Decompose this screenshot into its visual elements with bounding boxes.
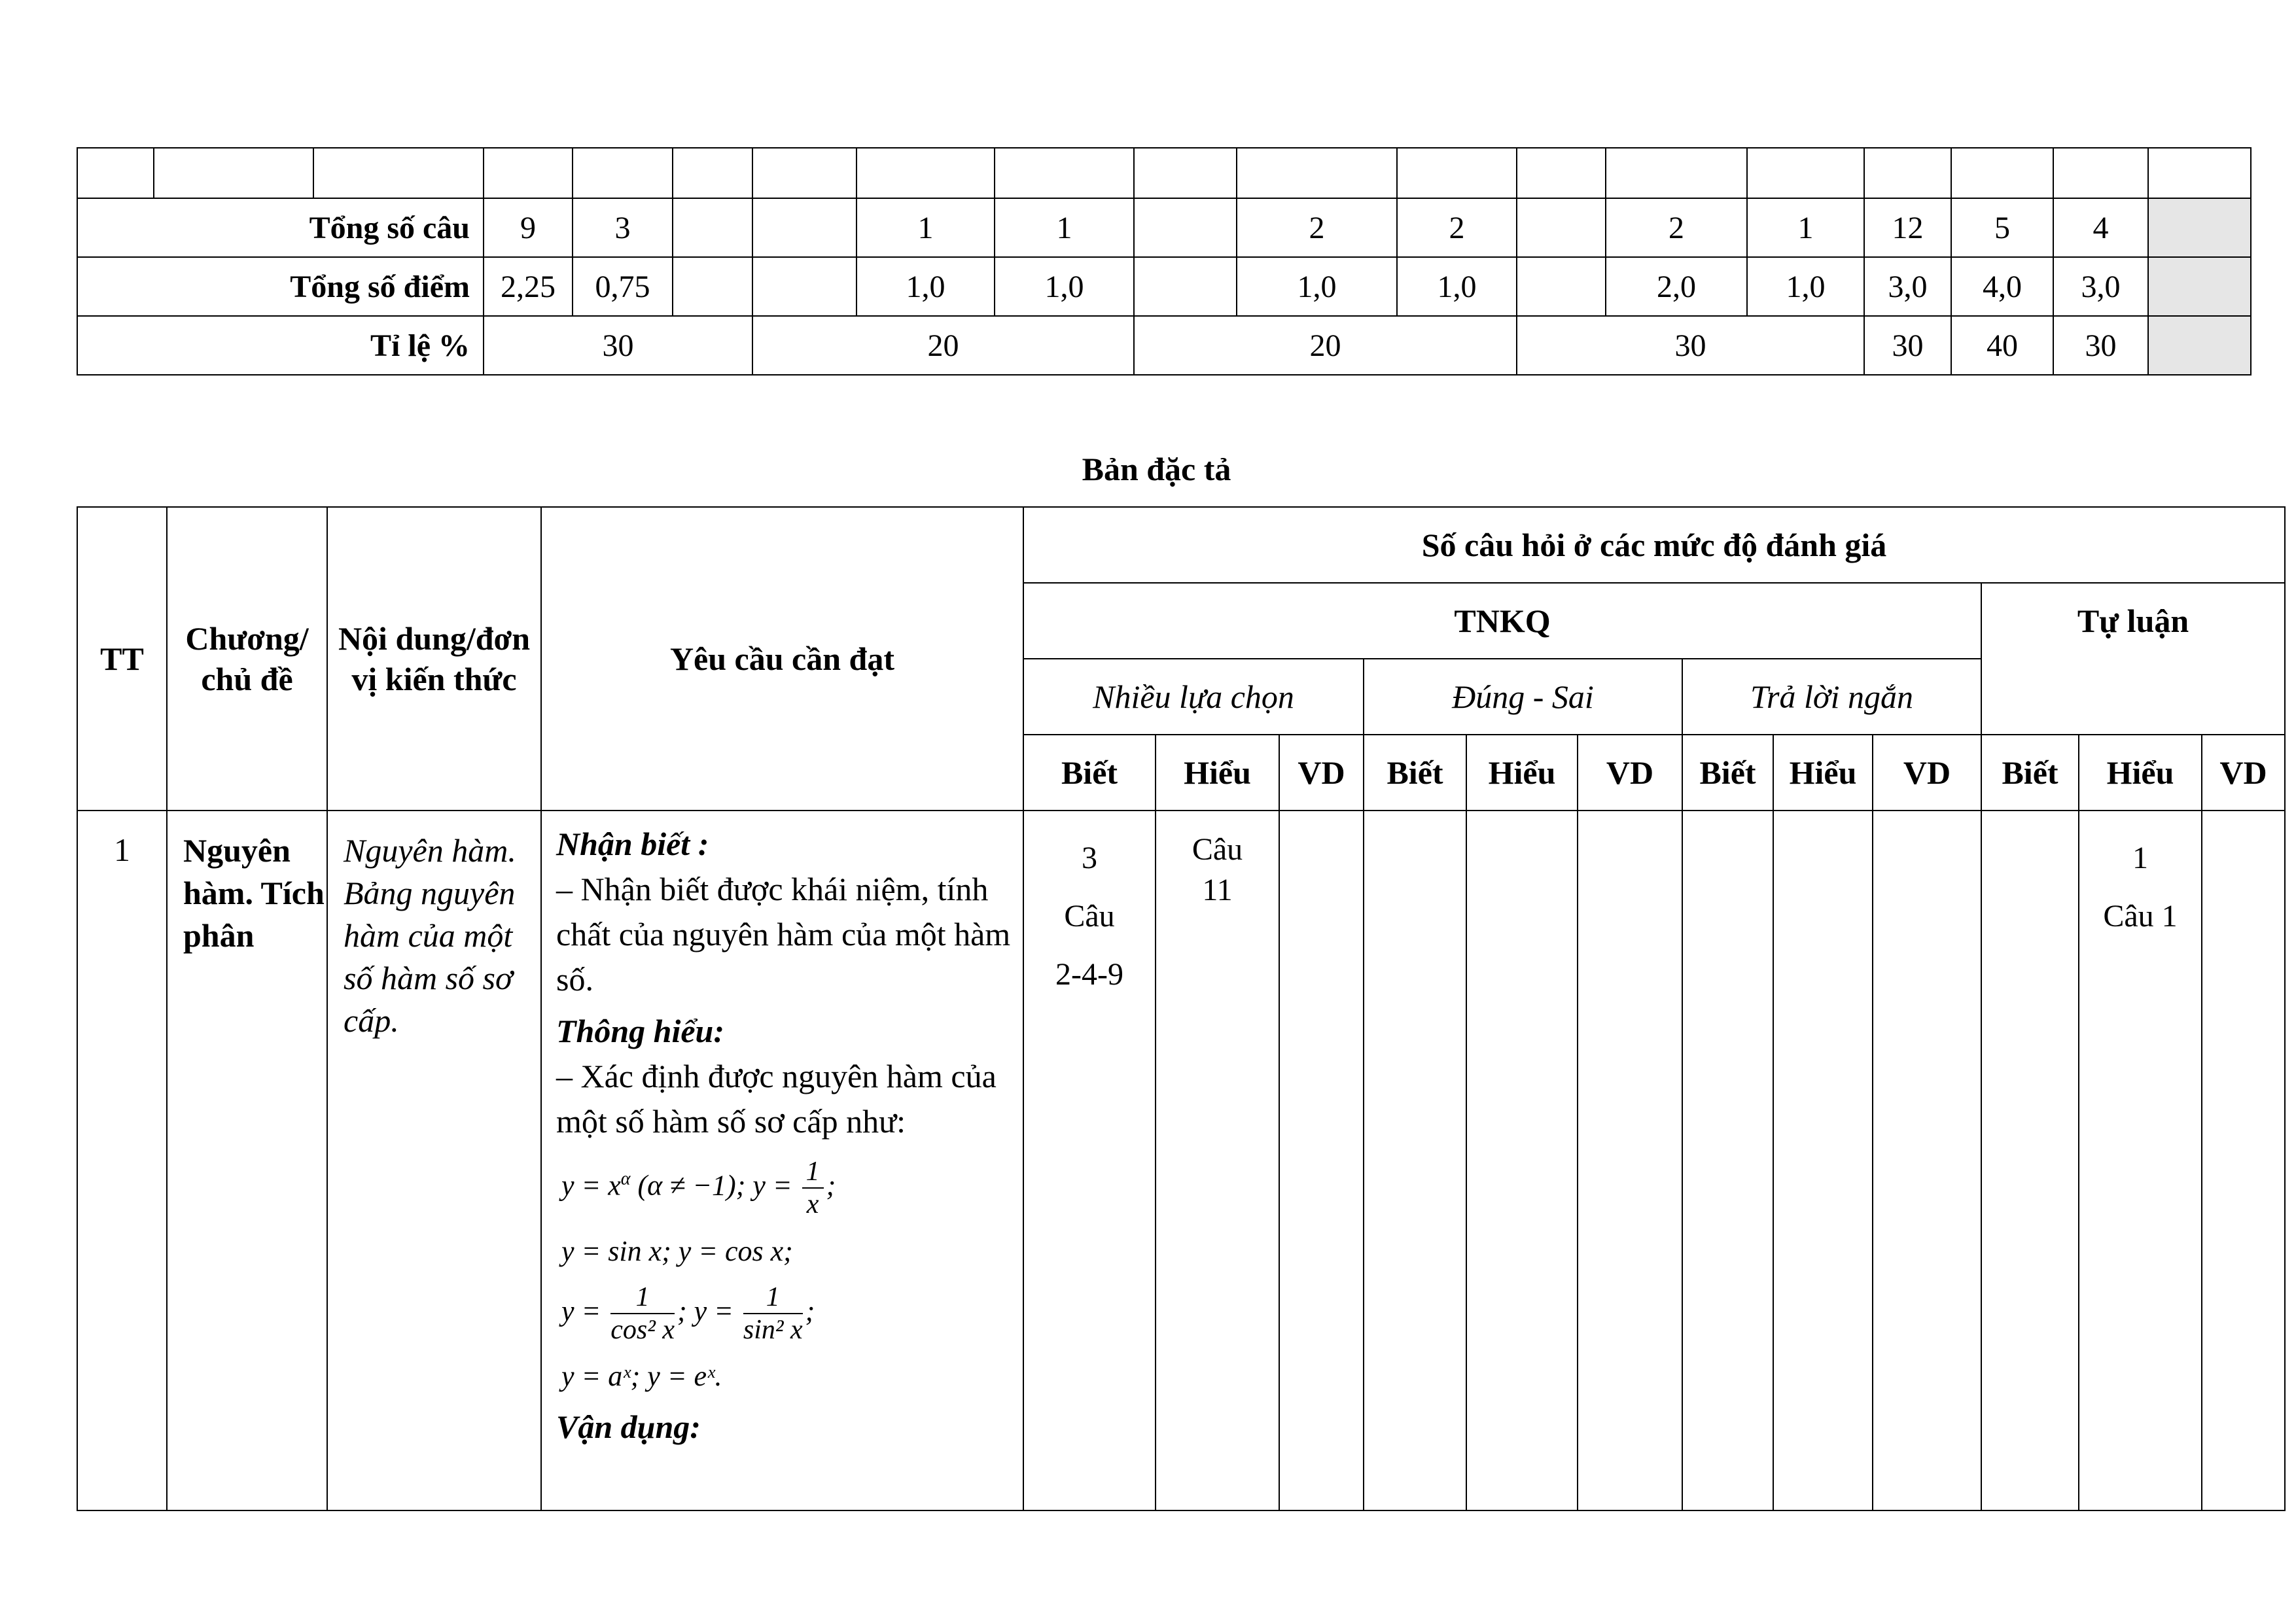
mc-know-count: 3 [1082, 841, 1097, 875]
summary-header-row [77, 148, 2251, 198]
summary-cell: 1,0 [1747, 257, 1864, 316]
level-know: Biết [1981, 735, 2079, 811]
formula-trig-b: ; y = [677, 1295, 733, 1327]
level-apply: VD [1578, 735, 1682, 811]
summary-cell: 3 [573, 198, 673, 257]
summary-cell [1134, 198, 1237, 257]
fraction-den: cos² x [610, 1315, 675, 1346]
summary-cell: 2 [1606, 198, 1747, 257]
col-header-essay: Tự luận [1981, 583, 2285, 735]
summary-cell [1134, 257, 1237, 316]
summary-cell: 2,0 [1606, 257, 1747, 316]
fraction [743, 1282, 803, 1346]
summary-cell: 1 [1747, 198, 1864, 257]
mc-know-label: Câu [1064, 898, 1115, 934]
mc-know-items: 2-4-9 [1055, 956, 1123, 992]
recognize-label: Nhận biết : [556, 826, 709, 862]
summary-cell: 5 [1951, 198, 2053, 257]
col-header-topic: Chương/ chủ đề [167, 507, 327, 811]
summary-cell: 3,0 [1864, 257, 1951, 316]
percent-cell: 20 [1134, 316, 1517, 375]
recognize-text: – Nhận biết được khái niệm, tính chất của nguyên hàm của một hàm số. [556, 871, 1011, 998]
percent-row [77, 316, 2251, 375]
formula-exp: y = aˣ; y = eˣ. [561, 1360, 722, 1393]
row-tt: 1 [77, 811, 167, 1510]
formula-power-sup: α [620, 1168, 631, 1189]
level-apply: VD [1279, 735, 1364, 811]
summary-cell-shaded [2148, 198, 2251, 257]
summary-cell: 1 [857, 198, 995, 257]
col-header-tt: TT [77, 507, 167, 811]
level-understand: Hiểu [1773, 735, 1873, 811]
spec-cell [1578, 811, 1682, 1510]
spec-cell [1364, 811, 1466, 1510]
col-header-levels: Số câu hỏi ở các mức độ đánh giá [1023, 507, 2285, 583]
level-understand: Hiểu [1466, 735, 1578, 811]
col-header-short-answer: Trả lời ngắn [1682, 659, 1981, 735]
understand-label: Thông hiểu: [556, 1013, 725, 1049]
mc-know-cell [1023, 811, 1156, 1510]
level-understand: Hiểu [2079, 735, 2202, 811]
row-topic: Nguyên hàm. Tích phân [167, 811, 327, 1510]
spec-cell [1773, 811, 1873, 1510]
level-know: Biết [1364, 735, 1466, 811]
level-know: Biết [1023, 735, 1156, 811]
spec-cell [1682, 811, 1773, 1510]
col-header-unit: Nội dung/đơn vị kiến thức [327, 507, 541, 811]
spec-cell [1279, 811, 1364, 1510]
col-header-multiple-choice: Nhiều lựa chọn [1023, 659, 1364, 735]
total-points-row [77, 257, 2251, 316]
total-questions-label: Tổng số câu [77, 198, 484, 257]
mc-understand-cell [1156, 811, 1279, 1510]
row-requirement [541, 811, 1023, 1510]
row-unit: Nguyên hàm. Bảng nguyên hàm của một số hàm số sơ cấp. [327, 811, 541, 1510]
essay-understand-cell [2079, 811, 2202, 1510]
formula-trig: y = sin x; y = cos x; [561, 1234, 793, 1267]
total-points-label: Tổng số điểm [77, 257, 484, 316]
summary-table [77, 147, 2252, 375]
level-understand: Hiểu [1156, 735, 1279, 811]
summary-cell: 4 [2053, 198, 2148, 257]
fraction-num: 1 [610, 1282, 675, 1314]
fraction [610, 1282, 675, 1346]
summary-cell [752, 198, 857, 257]
understand-text: – Xác định được nguyên hàm của một số hàm số sơ cấp như: [556, 1058, 997, 1140]
summary-cell: 1,0 [1237, 257, 1397, 316]
spec-cell [1466, 811, 1578, 1510]
spec-cell [2202, 811, 2285, 1510]
fraction-den: x [806, 1189, 819, 1220]
percent-cell: 30 [2053, 316, 2148, 375]
percent-cell: 40 [1951, 316, 2053, 375]
spec-row-1 [77, 811, 2285, 1510]
essay-understand-count: 1 [2132, 841, 2148, 875]
level-apply: VD [2202, 735, 2285, 811]
summary-cell-shaded [2148, 257, 2251, 316]
mc-understand-items: 11 [1202, 873, 1233, 908]
formula-trig-inverse: y = $\frac{1}{\text{cos² x}}$ ; y = $\frac{1}{\text{sin² x}}$ ; [561, 1282, 815, 1346]
summary-cell: 1,0 [1397, 257, 1517, 316]
summary-cell: 1,0 [995, 257, 1134, 316]
mc-understand-label: Câu [1192, 832, 1243, 867]
percent-cell: 30 [484, 316, 752, 375]
formula-power: $y = x^\alpha$ (α ≠ −1); y = $\frac{1}{x}$ ; [561, 1157, 836, 1220]
summary-cell [1517, 257, 1606, 316]
level-know: Biết [1682, 735, 1773, 811]
summary-cell: 4,0 [1951, 257, 2053, 316]
summary-cell: 0,75 [573, 257, 673, 316]
fraction-num: 1 [743, 1282, 803, 1314]
level-apply: VD [1873, 735, 1981, 811]
apply-label: Vận dụng: [556, 1408, 701, 1445]
summary-cell [673, 198, 752, 257]
fraction [802, 1156, 824, 1221]
summary-cell: 12 [1864, 198, 1951, 257]
summary-cell [673, 257, 752, 316]
col-header-true-false: Đúng - Sai [1364, 659, 1682, 735]
total-questions-row [77, 198, 2251, 257]
col-header-tnkq: TNKQ [1023, 583, 1981, 659]
percent-cell: 20 [752, 316, 1134, 375]
percent-cell: 30 [1864, 316, 1951, 375]
summary-cell: 1,0 [857, 257, 995, 316]
formula-trig-a: y = [561, 1295, 601, 1327]
summary-cell [752, 257, 857, 316]
essay-understand-items: Câu 1 [2103, 898, 2178, 934]
summary-cell: 9 [484, 198, 573, 257]
percent-label: Tỉ lệ % [77, 316, 484, 375]
spec-title: Bản đặc tả [1082, 451, 1231, 487]
fraction-num: 1 [802, 1156, 824, 1189]
summary-cell: 2 [1397, 198, 1517, 257]
percent-cell: 30 [1517, 316, 1864, 375]
summary-cell: 1 [995, 198, 1134, 257]
summary-cell: 3,0 [2053, 257, 2148, 316]
spec-cell [1873, 811, 1981, 1510]
spec-cell [1981, 811, 2079, 1510]
summary-cell-shaded [2148, 316, 2251, 375]
summary-cell: 2,25 [484, 257, 573, 316]
formula-power-a: y = x [561, 1169, 621, 1202]
formula-power-b: (α ≠ −1); y = [637, 1169, 792, 1202]
col-header-requirement: Yêu cầu cần đạt [541, 507, 1023, 811]
spec-table-body [77, 506, 2286, 1511]
fraction-den: sin² x [743, 1315, 803, 1346]
summary-cell [1517, 198, 1606, 257]
summary-cell: 2 [1237, 198, 1397, 257]
